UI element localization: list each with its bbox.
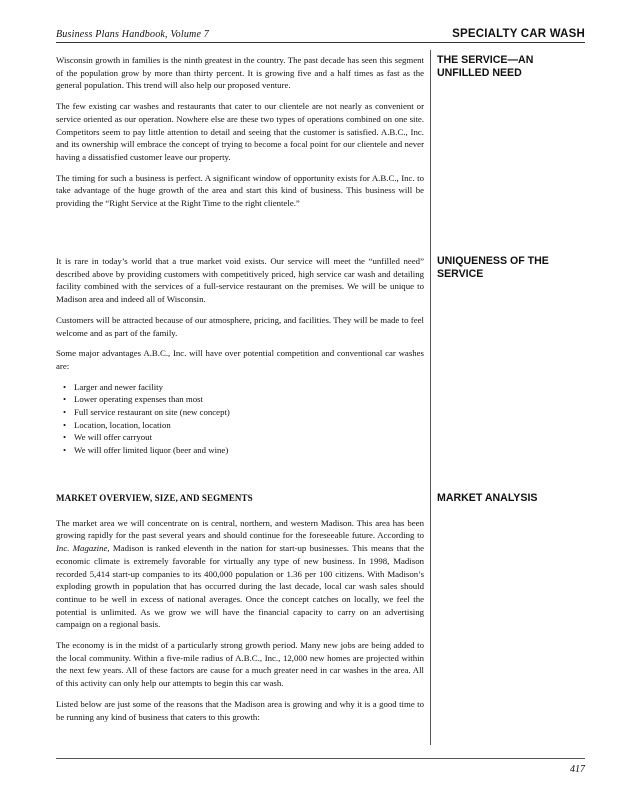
- paragraph: The timing for such a business is perfect. A significant window of opportunity exists for A.B.C., Inc. to take advantage of the huge growth of the area and start this kind of business. This business will be providing the “Right Service at the Right Time to the right clientele.”: [56, 172, 424, 209]
- advantages-list: [56, 381, 424, 457]
- market-overview-heading: MARKET OVERVIEW, SIZE, AND SEGMENTS: [56, 493, 253, 503]
- running-header: [56, 24, 585, 40]
- column-divider: [430, 50, 431, 745]
- paragraph-text: The market area we will concentrate on is central, northern, and western Madison. This area has been growing rapidly for the past several years and should continue for the foreseeable future. According to: [56, 517, 424, 541]
- magazine-title: Inc. Magazine: [56, 543, 108, 554]
- sidebar-heading-uniqueness: UNIQUENESS OF THE SERVICE: [437, 255, 549, 280]
- list-item: • We will offer limited liquor (beer and wine): [74, 444, 424, 457]
- sidebar-heading-market-analysis: MARKET ANALYSIS: [437, 492, 538, 504]
- sidebar-heading-service-need: THE SERVICE—AN UNFILLED NEED: [437, 54, 534, 79]
- list-item: • Lower operating expenses than most: [74, 393, 424, 406]
- page-number: 417: [570, 764, 585, 775]
- section-title: SPECIALTY CAR WASH: [452, 28, 585, 40]
- list-item: • We will offer carryout: [74, 431, 424, 444]
- paragraph: The few existing car washes and restaurants that cater to our clientele are not nearly as convenient or service oriented as our operation. Nowhere else are these two types of operations combined on one site. Competitors seem to pay little attention to detail and seeing that the customer is satisfied. A.B.C., Inc. and its ownership will embrace the concept of trying to become a focal point for our clientele and never having a dissatisfied customer leave our property.: [56, 101, 424, 162]
- list-item: • Larger and newer facility: [74, 381, 424, 394]
- paragraph: Some major advantages A.B.C., Inc. will have over potential competition and conventional car washes are:: [56, 348, 424, 371]
- header-rule: [56, 42, 585, 43]
- paragraph: It is rare in today’s world that a true market void exists. Our service will meet the “unfilled need” described above by providing customers with competitively priced, high service car wash and detailing facility combined with the services of a full-service restaurant on the premises. We will be unique to Madison area and indeed all of Wisconsin.: [56, 256, 424, 305]
- paragraph: Customers will be attracted because of our atmosphere, pricing, and facilities. They will be made to feel welcome and as part of the family.: [56, 314, 424, 338]
- section-uniqueness: [56, 255, 424, 457]
- paragraph-text: , Madison is ranked eleventh in the nation for start-up businesses. This means that the economic climate is extremely favorable for virtually any type of new business. In 1998, Madison recorded 5,414 start-up companies to its 400,000 population or 1.36 per 100 citizens. With Madison’s exploding growth in population that has occurred during the last decade, local car wash sales should continue to be well in excess of national averages. Once the concept catches on locally, we feel the potential is unlimited. As we grow we will have the financial capacity to carry on an advertising campaign on a regional basis.: [56, 543, 424, 630]
- paragraph: Listed below are just some of the reasons that the Madison area is growing and why it is a good time to be running any kind of business that caters to this growth:: [56, 698, 424, 722]
- list-item: • Location, location, location: [74, 419, 424, 432]
- paragraph: [56, 517, 424, 631]
- paragraph: Wisconsin growth in families is the ninth greatest in the country. The past decade has seen this segment of the population grow by more than thirty percent. It is growing five and a half times as fast as the general population. This trend will also help our proposed venture.: [56, 55, 424, 91]
- book-title: Business Plans Handbook, Volume 7: [56, 29, 209, 40]
- paragraph: The economy is in the midst of a particularly strong growth period. Many new jobs are being added to the local community. Within a five-mile radius of A.B.C., Inc., 12,000 new homes are projected within the next few years. All of these factors are cause for a much greater need in car washes in the area. All of this activity can only help our attempts to begin this car wash.: [56, 640, 424, 689]
- section-market-overview: [56, 492, 424, 731]
- list-item: • Full service restaurant on site (new concept): [74, 406, 424, 419]
- section-service-need: [56, 54, 424, 218]
- footer-rule: [56, 758, 585, 759]
